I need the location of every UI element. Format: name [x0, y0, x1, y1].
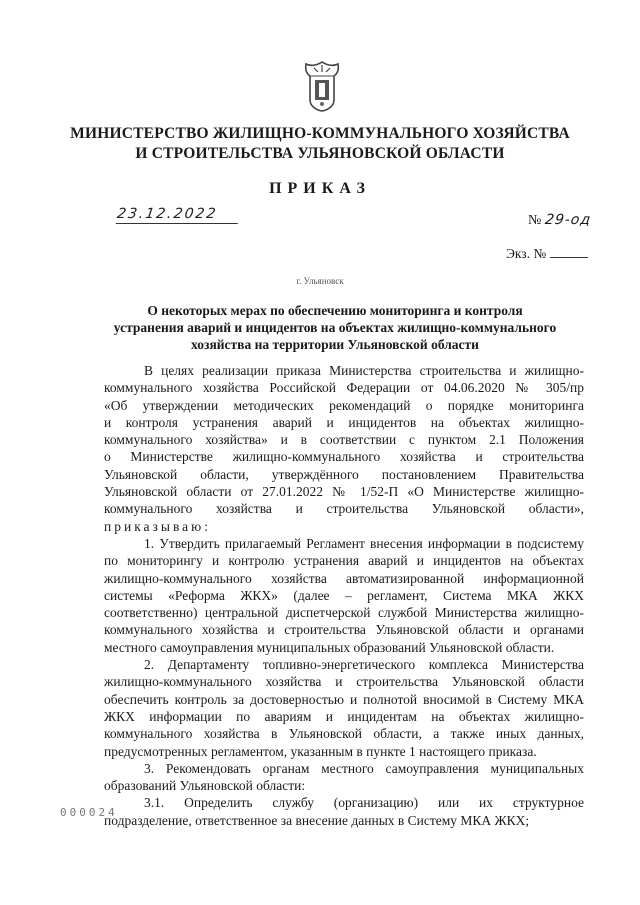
body-line: коммунального хозяйства в Ульяновской области, а также иных данных,: [104, 726, 584, 742]
copy-number: [506, 246, 588, 262]
body-line: ЖКХ информации по авариям и инцидентам на объектах жилищно-: [104, 708, 584, 724]
copy-number-blank: [550, 257, 588, 258]
body-line: «Об утверждении методических рекомендаций о порядке мониторинга: [104, 397, 584, 413]
body-line: Ульяновской области от 27.01.2022 № 1/52-П «О Министерстве жилищно-: [104, 484, 584, 500]
body-line: и контроля устранения аварий и инцидентов на объектах жилищно-: [104, 414, 584, 430]
document-body: [104, 362, 584, 829]
document-subject: [100, 302, 570, 353]
body-line: коммунального хозяйства Российской Федерации от 04.06.2020 № 305/пр: [104, 380, 584, 396]
body-line: 2. Департаменту топливно-энергетического комплекса Министерства: [144, 657, 584, 673]
number-value: 29-од: [543, 212, 593, 228]
order-date: 23.12.2022: [116, 206, 241, 224]
body-line: предусмотренных регламентом, указанным в пункте 1 настоящего приказа.: [104, 743, 537, 759]
body-line: жилищно-коммунального хозяйства и строительства Ульяновской области: [104, 674, 584, 690]
page-stamp: 000024: [60, 806, 118, 819]
number-label: №: [528, 213, 542, 228]
body-line: системы «Реформа ЖКХ» (далее – регламент, Система МКА ЖКХ: [104, 587, 584, 603]
ministry-line-2: И СТРОИТЕЛЬСТВА УЛЬЯНОВСКОЙ ОБЛАСТИ: [135, 145, 505, 162]
ministry-name: [60, 124, 580, 164]
order-title: ПРИКАЗ: [269, 180, 371, 197]
coat-of-arms-emblem: [302, 60, 342, 112]
body-line: коммунального хозяйства и строительства Ульяновской области»,: [104, 501, 584, 517]
body-line: приказываю:: [104, 518, 211, 534]
subject-line-1: О некоторых мерах по обеспечению мониторинга и контроля: [147, 303, 523, 318]
body-line: соответственно) центральной диспетчерской службой Министерства жилищно-: [104, 605, 584, 621]
body-line: 1. Утвердить прилагаемый Регламент внесения информации в подсистему: [144, 535, 584, 551]
body-line: 3.1. Определить службу (организацию) или их структурное: [144, 795, 584, 811]
body-line: образований Ульяновской области:: [104, 778, 306, 794]
city: г. Ульяновск: [296, 276, 344, 286]
body-line: коммунального хозяйства» и в соответствии с пунктом 2.1 Положения: [104, 432, 584, 448]
body-line: 3. Рекомендовать органам местного самоуправления муниципальных: [144, 760, 584, 776]
body-line: по мониторингу и контролю устранения аварий и инцидентов на объектах: [104, 553, 584, 569]
subject-line-3: хозяйства на территории Ульяновской области: [191, 337, 479, 352]
body-line: жилищно-коммунального хозяйства автоматизированной информационной: [104, 570, 584, 586]
body-line: о Министерстве жилищно-коммунального хозяйства и строительства: [104, 449, 584, 465]
body-line: обеспечить контроль за достоверностью и полнотой вносимой в Систему МКА: [104, 691, 584, 707]
body-line: коммунального хозяйства и строительства Ульяновской области и органами: [104, 622, 584, 638]
body-line: местного самоуправления муниципальных образований Ульяновской области.: [104, 639, 555, 655]
body-line: Ульяновской области, утверждённого постановлением Правительства: [104, 466, 584, 482]
body-line: В целях реализации приказа Министерства строительства и жилищно-: [144, 363, 584, 378]
copy-label: Экз. №: [506, 246, 547, 261]
body-line: подразделение, ответственное за внесение данных в Систему МКА ЖКХ;: [104, 812, 530, 828]
ministry-line-1: МИНИСТЕРСТВО ЖИЛИЩНО-КОММУНАЛЬНОГО ХОЗЯЙСТВА: [70, 125, 570, 142]
subject-line-2: устранения аварий и инцидентов на объектах жилищно-коммунального: [113, 320, 557, 335]
order-number: [528, 212, 591, 229]
